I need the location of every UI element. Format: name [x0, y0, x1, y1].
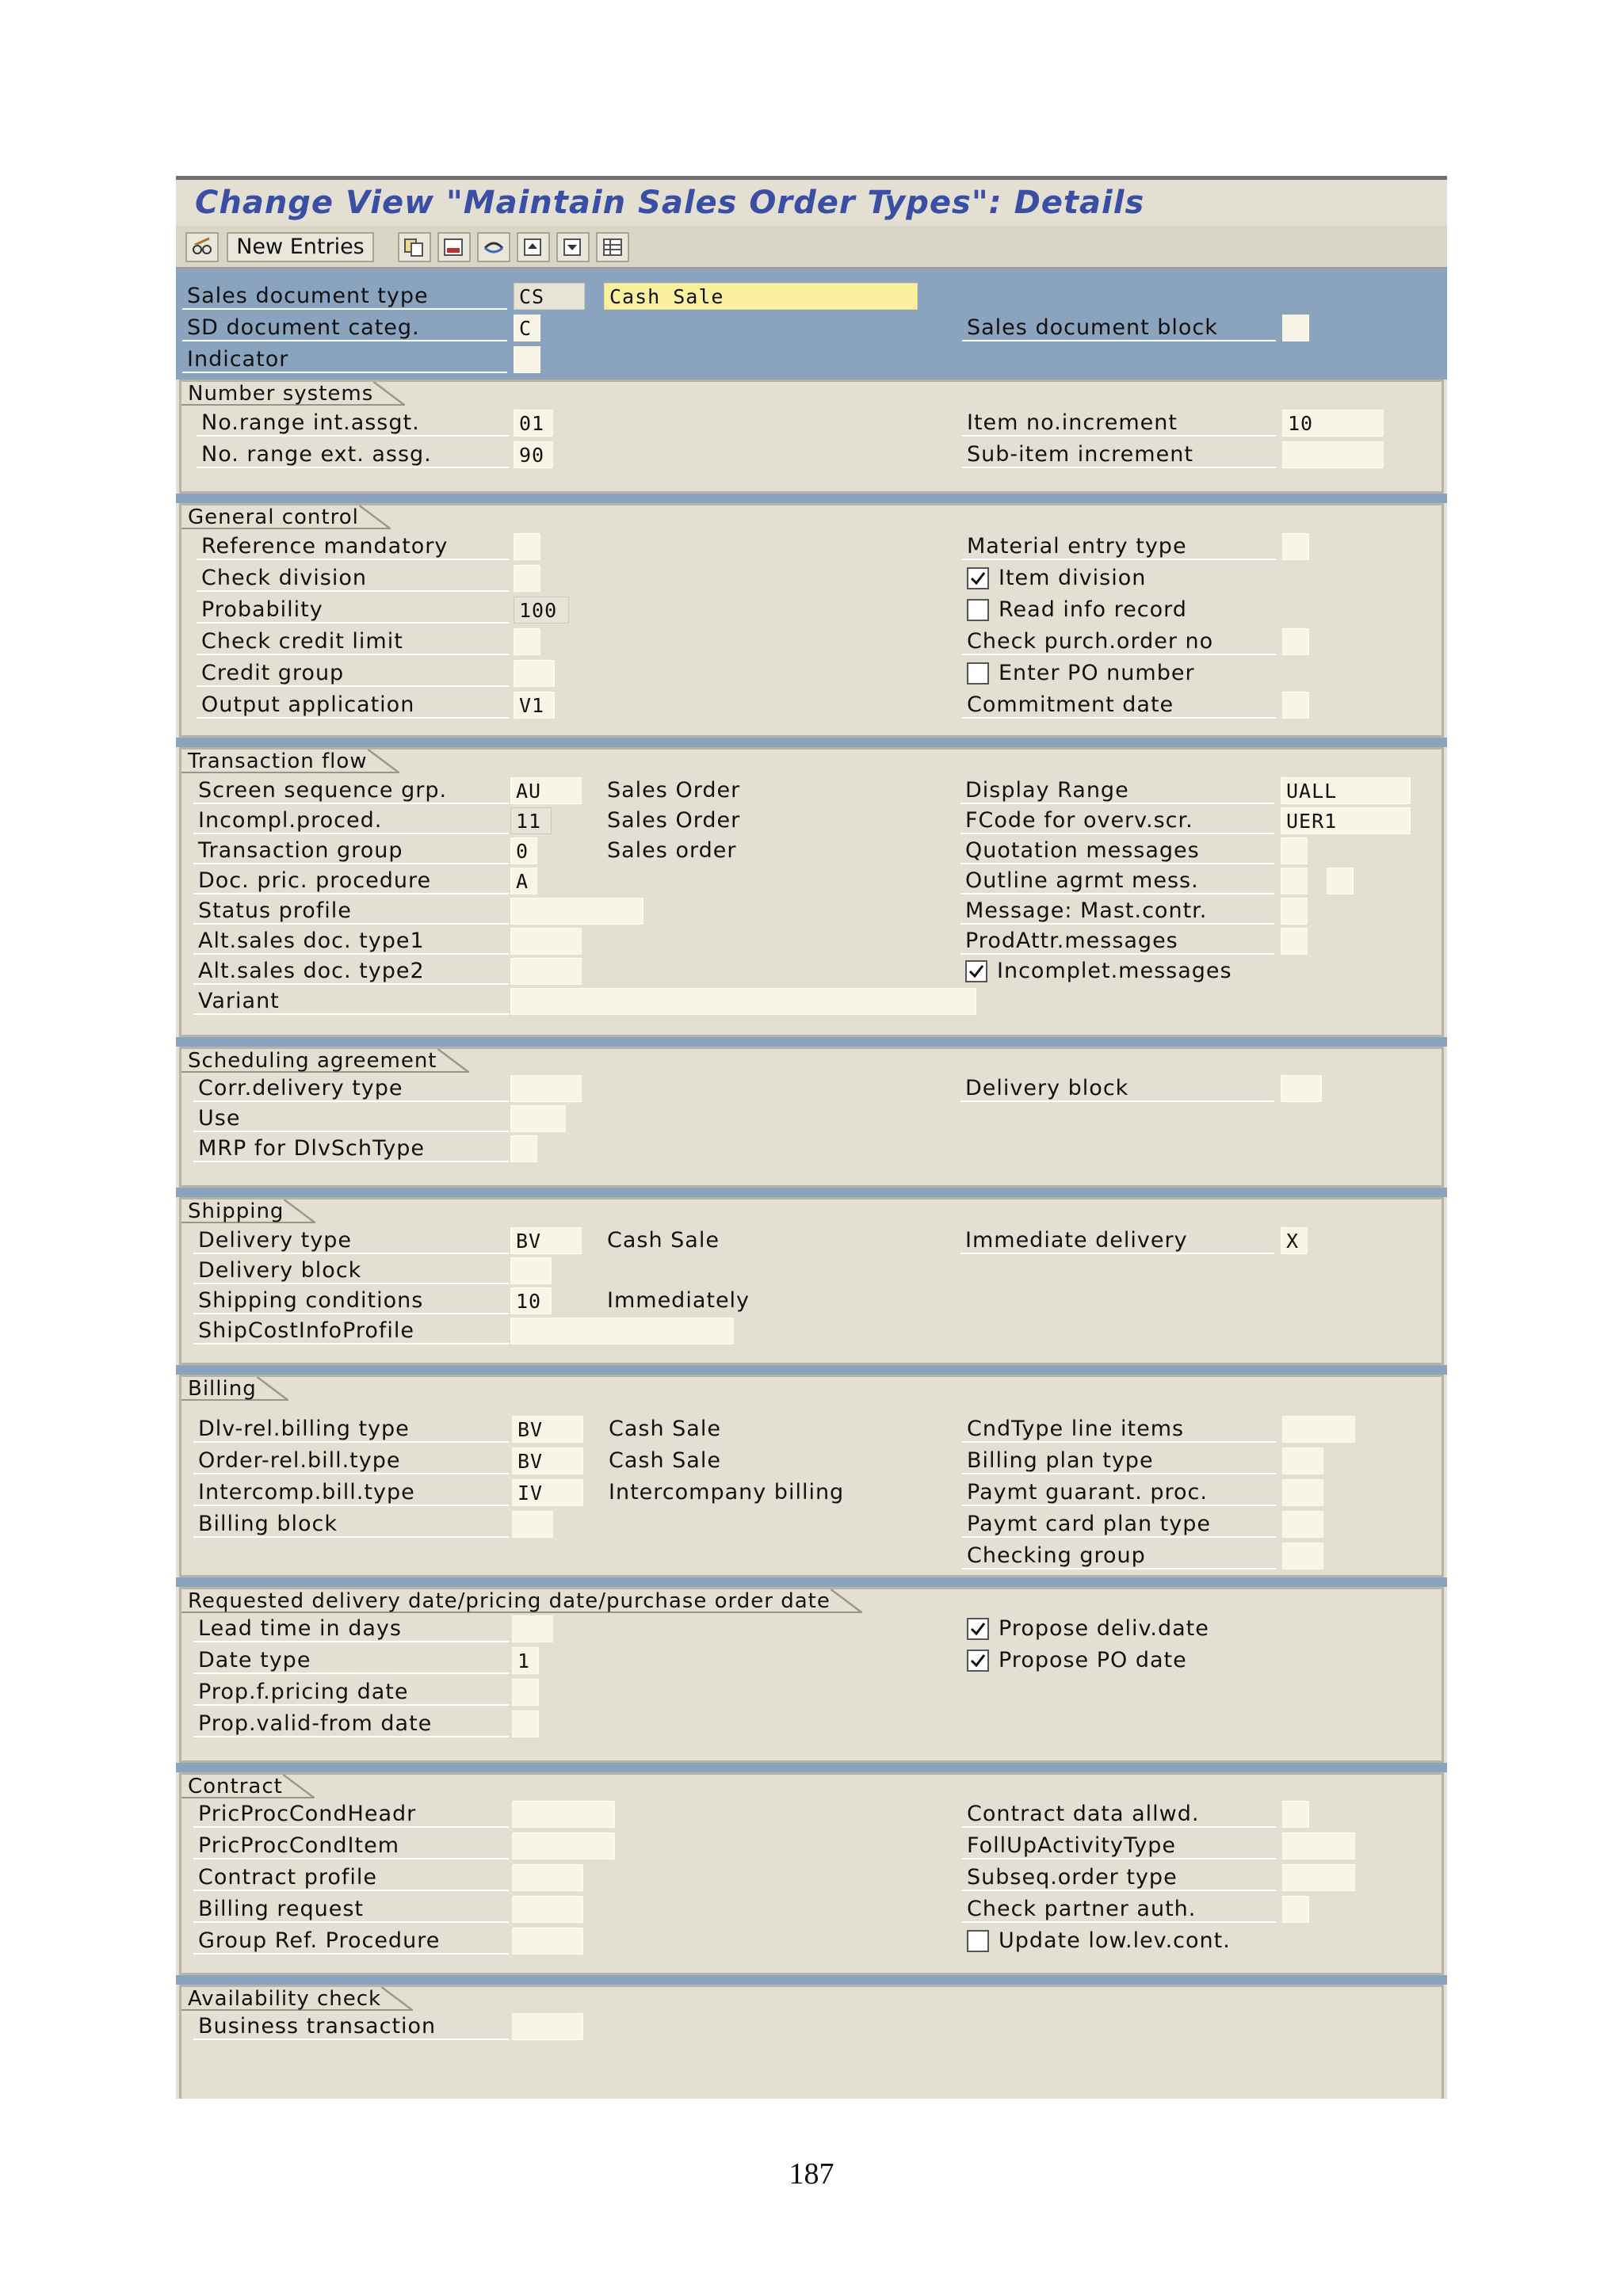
reference-mandatory-field[interactable]	[514, 533, 540, 560]
follup-activity-type-field[interactable]	[1282, 1833, 1355, 1859]
delivery-type-label: Delivery type	[193, 1227, 509, 1254]
prop-valid-from-label: Prop.valid-from date	[193, 1711, 509, 1737]
contract-title: Contract	[181, 1775, 315, 1798]
separator	[176, 1037, 1447, 1047]
propose-deliv-date-checkbox[interactable]	[967, 1618, 989, 1640]
copy-icon	[399, 237, 430, 257]
shipping-delivery-block-label: Delivery block	[193, 1257, 509, 1284]
undo-change-button[interactable]	[477, 232, 510, 262]
quotation-messages-field[interactable]	[1281, 837, 1308, 864]
pric-proc-item-label: PricProcCondItem	[193, 1833, 509, 1859]
alt-sales-doc-type1-field[interactable]	[510, 928, 582, 955]
window-title: Change View "Maintain Sales Order Types": Details	[195, 185, 1145, 221]
billing-block-field[interactable]	[512, 1511, 553, 1538]
status-profile-label: Status profile	[193, 898, 509, 925]
transaction-group-label: Transaction group	[193, 837, 509, 864]
pric-proc-item-field[interactable]	[512, 1833, 615, 1859]
check-division-field[interactable]	[514, 565, 540, 592]
check-partner-auth-label: Check partner auth.	[962, 1896, 1276, 1923]
fcode-overview-label: FCode for overv.scr.	[960, 807, 1274, 834]
indicator-field[interactable]	[514, 346, 540, 373]
reference-mandatory-label: Reference mandatory	[197, 533, 509, 560]
update-low-lev-cont-label: Update low.lev.cont.	[999, 1928, 1231, 1953]
credit-group-label: Credit group	[197, 660, 509, 687]
billing-request-field[interactable]	[512, 1896, 583, 1923]
transaction-flow-title: Transaction flow	[181, 749, 399, 773]
propose-po-date-label: Propose PO date	[999, 1648, 1187, 1672]
lead-time-field[interactable]	[512, 1615, 553, 1642]
incomplet-messages-label: Incomplet.messages	[997, 959, 1232, 983]
use-field[interactable]	[510, 1105, 566, 1132]
pencil-glasses-icon	[187, 237, 217, 257]
shipping-conditions-desc: Immediately	[607, 1288, 750, 1313]
general-control-title: General control	[181, 505, 391, 529]
mrp-dlvschtype-field[interactable]	[510, 1135, 537, 1162]
separator	[176, 1975, 1447, 1985]
shipping-delivery-block-field[interactable]	[510, 1257, 552, 1284]
sap-window	[176, 176, 1447, 2099]
sched-delivery-block-label: Delivery block	[960, 1075, 1274, 1102]
new-entries-label: New Entries	[236, 235, 365, 259]
corr-delivery-type-label: Corr.delivery type	[193, 1075, 509, 1102]
outline-agrmt-field[interactable]	[1281, 868, 1308, 894]
item-division-label: Item division	[999, 566, 1147, 590]
check-partner-auth-field[interactable]	[1282, 1896, 1309, 1923]
date-type-label: Date type	[193, 1647, 509, 1674]
shipping-conditions-label: Shipping conditions	[193, 1287, 509, 1314]
no-range-ext-field[interactable]: 90	[514, 441, 553, 468]
incompl-proced-desc: Sales Order	[607, 808, 741, 833]
order-rel-billing-label: Order-rel.bill.type	[193, 1447, 509, 1474]
display-range-field[interactable]: UALL	[1281, 777, 1411, 804]
sub-item-increment-label: Sub-item increment	[962, 441, 1276, 468]
screen-seq-field[interactable]: AU	[510, 777, 582, 804]
prodattr-messages-field[interactable]	[1281, 928, 1308, 955]
subseq-order-type-label: Subseq.order type	[962, 1864, 1276, 1891]
sched-delivery-block-field[interactable]	[1281, 1075, 1322, 1102]
shipping-title: Shipping	[181, 1199, 315, 1223]
intercomp-billing-field[interactable]: IV	[512, 1479, 583, 1506]
order-rel-billing-field[interactable]: BV	[512, 1447, 583, 1474]
ship-cost-info-field[interactable]	[510, 1318, 734, 1344]
paymt-guarant-field[interactable]	[1282, 1479, 1323, 1506]
message-mast-contr-label: Message: Mast.contr.	[960, 898, 1274, 925]
dlv-rel-billing-field[interactable]: BV	[512, 1416, 583, 1443]
output-application-label: Output application	[197, 692, 509, 719]
status-profile-field[interactable]	[510, 898, 643, 925]
paymt-card-plan-field[interactable]	[1282, 1511, 1323, 1538]
dlv-rel-billing-desc: Cash Sale	[609, 1417, 721, 1441]
transaction-group-field[interactable]: 0	[510, 837, 537, 864]
delivery-type-desc: Cash Sale	[607, 1228, 720, 1253]
checking-group-label: Checking group	[962, 1543, 1276, 1569]
lead-time-label: Lead time in days	[193, 1615, 509, 1642]
prop-pricing-date-label: Prop.f.pricing date	[193, 1679, 509, 1706]
cndtype-line-items-field[interactable]	[1282, 1416, 1355, 1443]
intercomp-billing-desc: Intercompany billing	[609, 1480, 845, 1505]
alt-sales-doc-type1-label: Alt.sales doc. type1	[193, 928, 509, 955]
select-all-button[interactable]	[596, 232, 629, 262]
read-info-record-checkbox[interactable]	[967, 599, 989, 621]
sales-doc-block-field[interactable]	[1282, 315, 1309, 341]
separator	[176, 738, 1447, 747]
follup-activity-type-label: FollUpActivityType	[962, 1833, 1276, 1859]
contract-data-allwd-label: Contract data allwd.	[962, 1801, 1276, 1828]
display-change-button[interactable]	[185, 232, 219, 262]
corr-delivery-type-field[interactable]	[510, 1075, 582, 1102]
no-range-int-label: No.range int.assgt.	[197, 410, 509, 437]
ship-cost-info-label: ShipCostInfoProfile	[193, 1318, 509, 1344]
no-range-ext-label: No. range ext. assg.	[197, 441, 509, 468]
contract-profile-label: Contract profile	[193, 1864, 509, 1891]
dlv-rel-billing-label: Dlv-rel.billing type	[193, 1416, 509, 1443]
shipping-conditions-field[interactable]: 10	[510, 1287, 552, 1314]
number-systems-group	[179, 379, 1444, 494]
previous-entry-button[interactable]	[517, 232, 550, 262]
separator	[176, 1365, 1447, 1375]
propose-po-date-checkbox[interactable]	[967, 1650, 989, 1672]
table-icon	[598, 237, 628, 257]
contract-data-allwd-field[interactable]	[1282, 1801, 1309, 1828]
copy-button[interactable]	[398, 232, 431, 262]
billing-title: Billing	[181, 1377, 288, 1401]
checking-group-field[interactable]	[1282, 1543, 1323, 1569]
separator	[176, 1763, 1447, 1772]
delete-button[interactable]	[437, 232, 471, 262]
delivery-type-field[interactable]: BV	[510, 1227, 582, 1254]
group-ref-procedure-label: Group Ref. Procedure	[193, 1928, 509, 1955]
incompl-proced-label: Incompl.proced.	[193, 807, 509, 834]
use-label: Use	[193, 1105, 509, 1132]
number-systems-title: Number systems	[181, 382, 405, 406]
separator	[176, 494, 1447, 503]
enter-po-number-checkbox[interactable]	[967, 662, 989, 685]
separator	[176, 1188, 1447, 1197]
doc-pric-procedure-label: Doc. pric. procedure	[193, 868, 509, 894]
billing-plan-type-field[interactable]	[1282, 1447, 1323, 1474]
cndtype-line-items-label: CndType line items	[962, 1416, 1276, 1443]
alt-sales-doc-type2-field[interactable]	[510, 958, 582, 985]
material-entry-type-field[interactable]	[1282, 533, 1309, 560]
availability-check-group	[179, 1985, 1444, 2099]
item-division-checkbox[interactable]	[967, 567, 989, 589]
check-purch-order-label: Check purch.order no	[962, 628, 1276, 655]
screen-seq-desc: Sales Order	[607, 778, 741, 803]
sub-item-increment-field[interactable]	[1282, 441, 1384, 468]
billing-plan-type-label: Billing plan type	[962, 1447, 1276, 1474]
no-range-int-field[interactable]: 01	[514, 410, 553, 437]
previous-entry-icon	[518, 237, 548, 257]
immediate-delivery-field[interactable]: X	[1281, 1227, 1308, 1254]
paymt-guarant-label: Paymt guarant. proc.	[962, 1479, 1276, 1506]
billing-request-label: Billing request	[193, 1896, 509, 1923]
delete-icon	[439, 237, 469, 257]
sales-doc-type-label: Sales document type	[182, 283, 507, 310]
new-entries-button[interactable]	[227, 232, 374, 262]
item-no-increment-label: Item no.increment	[962, 410, 1276, 437]
next-entry-icon	[558, 237, 588, 257]
material-entry-type-label: Material entry type	[962, 533, 1276, 560]
commitment-date-field[interactable]	[1282, 692, 1309, 719]
outline-agrmt-label: Outline agrmt mess.	[960, 868, 1274, 894]
sales-doc-type-description: Cash Sale	[604, 283, 918, 310]
indicator-label: Indicator	[182, 346, 507, 373]
propose-deliv-date-label: Propose deliv.date	[999, 1616, 1209, 1641]
probability-field[interactable]: 100	[514, 597, 569, 624]
variant-label: Variant	[193, 988, 509, 1015]
availability-check-title: Availability check	[181, 1987, 413, 2011]
quotation-messages-label: Quotation messages	[960, 837, 1274, 864]
doc-pric-procedure-field[interactable]: A	[510, 868, 537, 894]
probability-label: Probability	[197, 597, 509, 624]
prodattr-messages-label: ProdAttr.messages	[960, 928, 1274, 955]
update-low-lev-cont-checkbox[interactable]	[967, 1930, 989, 1952]
fcode-overview-field[interactable]: UER1	[1281, 807, 1411, 834]
prop-pricing-date-field[interactable]	[512, 1679, 539, 1706]
prop-valid-from-field[interactable]	[512, 1711, 539, 1737]
scheduling-agreement-title: Scheduling agreement	[181, 1049, 469, 1073]
undo-icon	[479, 237, 509, 257]
mrp-dlvschtype-label: MRP for DlvSchType	[193, 1135, 509, 1162]
display-range-label: Display Range	[960, 777, 1274, 804]
page-number: 187	[789, 2157, 834, 2191]
incompl-proced-field[interactable]: 11	[510, 807, 552, 834]
contract-profile-field[interactable]	[512, 1864, 583, 1891]
business-transaction-label: Business transaction	[193, 2013, 509, 2040]
incomplet-messages-checkbox[interactable]	[965, 960, 987, 982]
check-credit-limit-field[interactable]	[514, 628, 540, 655]
billing-block-label: Billing block	[193, 1511, 509, 1538]
message-mast-contr-field[interactable]	[1281, 898, 1308, 925]
credit-group-field[interactable]	[514, 660, 555, 687]
check-division-label: Check division	[197, 565, 509, 592]
business-transaction-field[interactable]	[512, 2013, 583, 2040]
requested-delivery-title: Requested delivery date/pricing date/purchase order date	[181, 1589, 862, 1613]
transaction-group-desc: Sales order	[607, 838, 737, 863]
next-entry-button[interactable]	[556, 232, 590, 262]
subseq-order-type-field[interactable]	[1282, 1864, 1355, 1891]
sales-doc-block-label: Sales document block	[962, 315, 1276, 341]
sd-doc-categ-label: SD document categ.	[182, 315, 507, 341]
separator	[176, 1577, 1447, 1587]
enter-po-number-label: Enter PO number	[999, 661, 1195, 685]
read-info-record-label: Read info record	[999, 597, 1187, 622]
paymt-card-plan-label: Paymt card plan type	[962, 1511, 1276, 1538]
intercomp-billing-label: Intercomp.bill.type	[193, 1479, 509, 1506]
outline-agrmt-field-2[interactable]	[1327, 868, 1354, 894]
check-credit-limit-label: Check credit limit	[197, 628, 509, 655]
check-purch-order-field[interactable]	[1282, 628, 1309, 655]
pric-proc-headr-label: PricProcCondHeadr	[193, 1801, 509, 1828]
alt-sales-doc-type2-label: Alt.sales doc. type2	[193, 958, 509, 985]
sd-doc-categ-field[interactable]: C	[514, 315, 540, 341]
screen-seq-label: Screen sequence grp.	[193, 777, 509, 804]
commitment-date-label: Commitment date	[962, 692, 1276, 719]
group-ref-procedure-field[interactable]	[512, 1928, 583, 1955]
output-application-field[interactable]: V1	[514, 692, 555, 719]
sales-doc-type-field[interactable]: CS	[514, 283, 585, 310]
order-rel-billing-desc: Cash Sale	[609, 1448, 721, 1473]
application-toolbar	[176, 226, 1447, 269]
immediate-delivery-label: Immediate delivery	[960, 1227, 1274, 1254]
date-type-field[interactable]: 1	[512, 1647, 539, 1674]
pric-proc-headr-field[interactable]	[512, 1801, 615, 1828]
variant-field[interactable]	[510, 988, 976, 1015]
item-no-increment-field[interactable]: 10	[1282, 410, 1384, 437]
